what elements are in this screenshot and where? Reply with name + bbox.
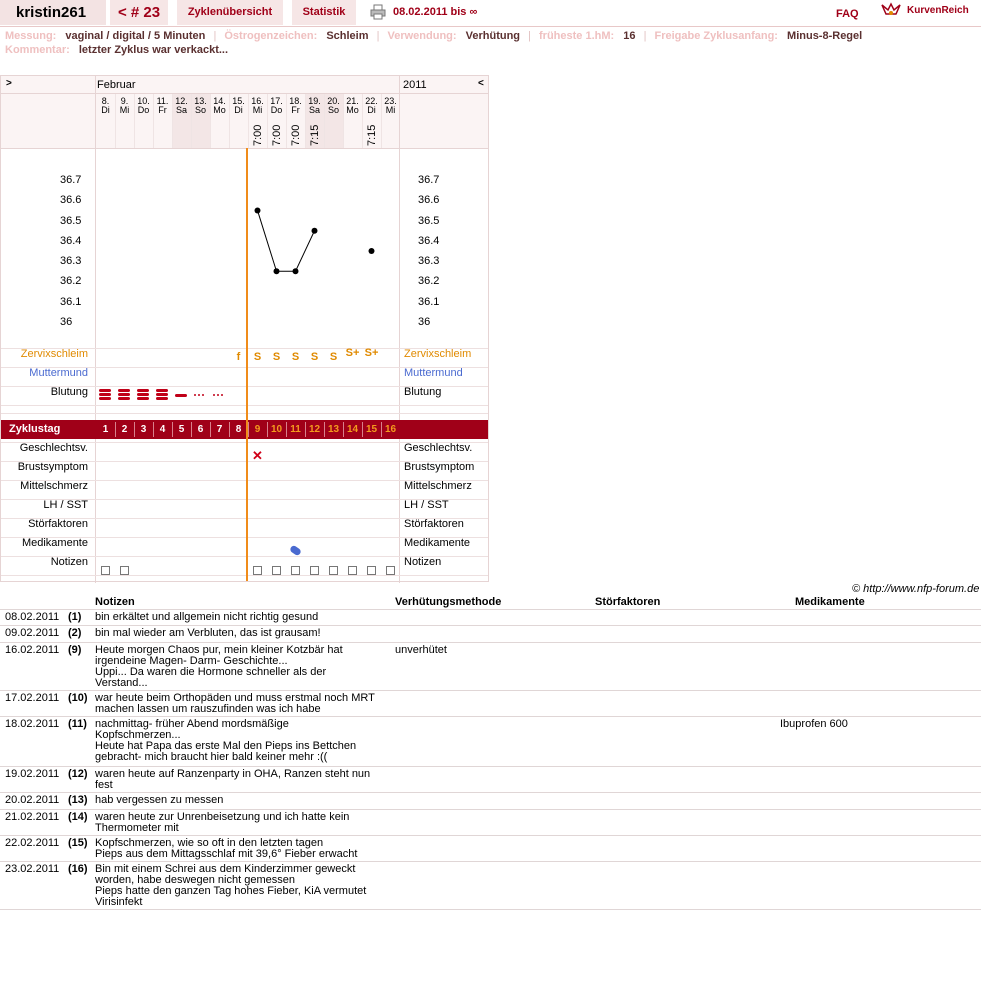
temp-tick-left: 36: [60, 315, 73, 328]
mucus-marker[interactable]: S: [291, 351, 300, 363]
bleeding-light-dot[interactable]: [213, 394, 215, 396]
note-cycle-day: (9): [68, 644, 82, 656]
nav-next-button[interactable]: >: [6, 78, 12, 89]
cycle-day-divider: [343, 422, 344, 437]
measurement-time: 7:00: [290, 124, 302, 146]
cycle-day-divider: [134, 422, 135, 437]
temp-tick-left: 36.3: [60, 255, 82, 268]
mucus-marker[interactable]: S+: [345, 347, 360, 359]
row-label-lh: LH / SST: [43, 499, 88, 511]
note-icon[interactable]: [253, 566, 262, 575]
value-usage: Verhütung: [465, 30, 521, 42]
weekday: Fr: [291, 105, 300, 115]
cycle-day-cell[interactable]: 12: [308, 424, 321, 435]
cycle-day-cell[interactable]: 14: [346, 424, 359, 435]
temp-tick-right: 36.7: [418, 174, 440, 187]
row-label-right-blutung: Blutung: [404, 386, 442, 398]
notes-row: [0, 793, 981, 810]
mucus-marker[interactable]: S: [253, 351, 262, 363]
row-label-stoer: Störfaktoren: [28, 518, 88, 530]
bleeding-light-dot[interactable]: [202, 394, 204, 396]
row-label-zervix: Zervixschleim: [20, 348, 88, 360]
tab-cycle-overview[interactable]: Zyklenübersicht: [177, 0, 283, 25]
note-cycle-day: (13): [68, 794, 88, 806]
bleeding-heavy-marker[interactable]: [99, 389, 111, 392]
row-label-medi: Medikamente: [21, 537, 88, 549]
temp-tick-left: 36.2: [60, 275, 82, 288]
temp-tick-left: 36.6: [60, 194, 82, 207]
row-label-right-muttermund: Muttermund: [404, 367, 463, 379]
note-icon[interactable]: [120, 566, 129, 575]
separator: |: [528, 30, 531, 42]
cycle-chart: [0, 75, 489, 582]
printer-icon[interactable]: [370, 4, 386, 20]
note-icon[interactable]: [272, 566, 281, 575]
cycle-day-divider: [153, 422, 154, 437]
top-divider: [0, 26, 981, 27]
faq-link[interactable]: FAQ: [836, 8, 859, 20]
day-number[interactable]: 18.: [289, 96, 302, 106]
note-date: 08.02.2011: [5, 611, 60, 623]
value-comment: letzter Zyklus war verkackt...: [78, 44, 229, 56]
notes-row: [0, 836, 981, 862]
mucus-marker[interactable]: S+: [364, 347, 379, 359]
weekday: So: [194, 105, 206, 115]
bleeding-heavy-marker[interactable]: [118, 393, 130, 396]
col-header-medication: Medikamente: [795, 596, 865, 608]
weekday: Sa: [175, 105, 187, 115]
day-number[interactable]: 22.: [365, 96, 378, 106]
cycle-day-cell[interactable]: 8: [235, 424, 242, 435]
day-number[interactable]: 11.: [156, 96, 169, 106]
mucus-marker[interactable]: S: [272, 351, 281, 363]
cycle-day-divider: [267, 422, 268, 437]
measurement-time: 7:15: [366, 124, 378, 146]
note-method: unverhütet: [395, 644, 447, 656]
weekday: Do: [270, 105, 283, 115]
note-cycle-day: (16): [68, 863, 88, 875]
cycle-day-cell[interactable]: 3: [140, 424, 147, 435]
bleeding-heavy-marker[interactable]: [118, 397, 130, 400]
note-text: hab vergessen zu messen: [95, 794, 224, 806]
cycle-day-divider: [172, 422, 173, 437]
temp-tick-left: 36.7: [60, 174, 82, 187]
note-date: 19.02.2011: [5, 768, 60, 780]
note-icon[interactable]: [386, 566, 395, 575]
temp-tick-left: 36.5: [60, 214, 82, 227]
bleeding-light-dot[interactable]: [221, 394, 223, 396]
day-number[interactable]: 10.: [137, 96, 150, 106]
cycle-day-divider: [362, 422, 363, 437]
day-number[interactable]: 16.: [251, 96, 264, 106]
row-label-right-lh: LH / SST: [404, 499, 449, 511]
separator: |: [213, 30, 217, 42]
note-cycle-day: (12): [68, 768, 88, 780]
brand-name[interactable]: KurvenReich: [907, 5, 969, 16]
cycle-day-cell[interactable]: 2: [121, 424, 128, 435]
intercourse-marker[interactable]: ✕: [252, 448, 263, 463]
label-release-rule: Freigabe Zyklusanfang:: [654, 30, 778, 42]
notes-row: [0, 626, 981, 643]
weekday: Di: [367, 105, 376, 115]
day-number[interactable]: 19.: [308, 96, 321, 106]
nav-prev-button[interactable]: <: [478, 78, 484, 89]
temp-tick-right: 36.1: [418, 295, 440, 308]
mucus-marker[interactable]: f: [236, 351, 241, 363]
weekday: Mi: [385, 105, 396, 115]
cycle-day-divider: [324, 422, 325, 437]
temp-tick-right: 36.2: [418, 275, 440, 288]
day-number[interactable]: 12.: [175, 96, 188, 106]
cycle-day-cell[interactable]: 9: [254, 424, 261, 435]
note-date: 18.02.2011: [5, 718, 60, 730]
weekday: So: [327, 105, 339, 115]
temp-tick-right: 36.3: [418, 255, 440, 268]
date-range: 08.02.2011 bis ∞: [393, 6, 478, 18]
bleeding-heavy-marker[interactable]: [156, 393, 168, 396]
notes-row: [0, 862, 981, 910]
temp-tick-right: 36.4: [418, 234, 440, 247]
cycle-day-cell[interactable]: 7: [216, 424, 223, 435]
row-line: [1, 575, 488, 576]
value-estrogen: Schleim: [326, 30, 369, 42]
day-number[interactable]: 9.: [120, 96, 129, 106]
notes-row: [0, 609, 981, 626]
row-label-blutung: Blutung: [50, 386, 88, 398]
separator: |: [376, 30, 380, 42]
notes-row: [0, 767, 981, 793]
weekday: Di: [101, 105, 110, 115]
cycle-day-cell[interactable]: 6: [197, 424, 204, 435]
day-number[interactable]: 15.: [232, 96, 245, 106]
bleeding-heavy-marker[interactable]: [137, 389, 149, 392]
day-number[interactable]: 23.: [384, 96, 397, 106]
note-text: bin erkältet und allgemein nicht richtig gesund: [95, 611, 319, 623]
row-label-mittel: Mittelschmerz: [20, 480, 88, 492]
bleeding-heavy-marker[interactable]: [156, 397, 168, 400]
weekday: Fr: [158, 105, 167, 115]
settings-line: [5, 30, 862, 42]
top-bar: [0, 0, 981, 26]
cycle-day-cell[interactable]: 10: [270, 424, 283, 435]
weekday: Sa: [308, 105, 320, 115]
separator: |: [643, 30, 647, 42]
note-medication: Ibuprofen 600: [780, 718, 848, 730]
weekday: Mi: [252, 105, 263, 115]
cycle-day-divider: [248, 422, 249, 437]
label-measurement: Messung:: [5, 30, 57, 42]
temperature-point[interactable]: [255, 207, 261, 213]
label-usage: Verwendung:: [387, 30, 457, 42]
note-icon[interactable]: [310, 566, 319, 575]
row-label-right-gv: Geschlechtsv.: [404, 442, 473, 454]
row-label-right-stoer: Störfaktoren: [404, 518, 464, 530]
row-line: [1, 405, 488, 406]
row-label-right-brust: Brustsymptom: [404, 461, 475, 473]
note-icon[interactable]: [329, 566, 338, 575]
note-cycle-day: (2): [68, 627, 82, 639]
notes-row: [0, 691, 981, 717]
note-text: Kopfschmerzen, wie so oft in den letzten tagen Pieps aus dem Mittagsschlaf mit 39,6° Fieber erwacht: [95, 837, 358, 860]
bleeding-heavy-marker[interactable]: [99, 397, 111, 400]
row-label-muttermund: Muttermund: [29, 367, 88, 379]
col-header-method: Verhütungsmethode: [395, 596, 502, 608]
row-label-gv: Geschlechtsv.: [19, 442, 88, 454]
cycle-day-divider: [381, 422, 382, 437]
note-date: 23.02.2011: [5, 863, 60, 875]
notes-row: [0, 810, 981, 836]
note-text: Heute morgen Chaos pur, mein kleiner Kotzbär hat irgendeine Magen- Darm- Geschichte... Uppi... Da waren die Hormone schneller als der Verstand...: [95, 644, 343, 689]
note-text: waren heute auf Ranzenparty in OHA, Ranzen steht nun fest: [95, 768, 371, 791]
weekday: Mo: [213, 105, 226, 115]
cycle-day-divider: [305, 422, 306, 437]
year-label: 2011: [403, 79, 427, 91]
label-comment: Kommentar:: [5, 44, 70, 56]
tab-statistics[interactable]: Statistik: [292, 0, 356, 25]
temperature-point[interactable]: [293, 268, 299, 274]
row-label-brust: Brustsymptom: [17, 461, 88, 473]
note-icon[interactable]: [348, 566, 357, 575]
day-number[interactable]: 14.: [213, 96, 226, 106]
bleeding-light-dot[interactable]: [194, 394, 196, 396]
note-cycle-day: (14): [68, 811, 88, 823]
bleeding-heavy-marker[interactable]: [99, 393, 111, 396]
weekday: Do: [137, 105, 150, 115]
temperature-point[interactable]: [369, 248, 375, 254]
note-cycle-day: (11): [68, 718, 87, 730]
note-icon[interactable]: [101, 566, 110, 575]
temperature-point[interactable]: [274, 268, 280, 274]
row-label-right-zervix: Zervixschleim: [404, 348, 472, 360]
temp-tick-right: 36.5: [418, 214, 440, 227]
day-number[interactable]: 17.: [270, 96, 283, 106]
cycle-day-divider: [191, 422, 192, 437]
username[interactable]: kristin261: [0, 0, 106, 25]
bleeding-medium-marker[interactable]: [175, 394, 187, 397]
cycle-start-line: [246, 148, 248, 581]
crown-logo-icon[interactable]: [880, 1, 902, 19]
measurement-time: 7:15: [309, 124, 321, 146]
note-text: war heute beim Orthopäden und muss erstmal noch MRT machen lassen um rauszufinden was ich habe: [95, 692, 375, 715]
value-earliest-hm: 16: [623, 30, 636, 42]
note-date: 16.02.2011: [5, 644, 60, 656]
cycle-day-divider: [210, 422, 211, 437]
day-number[interactable]: 21.: [346, 96, 359, 106]
note-date: 22.02.2011: [5, 837, 60, 849]
temp-tick-right: 36: [418, 315, 431, 328]
value-release-rule: Minus-8-Regel: [787, 30, 863, 42]
weekday: Di: [234, 105, 243, 115]
note-date: 21.02.2011: [5, 811, 60, 823]
note-date: 09.02.2011: [5, 627, 60, 639]
temperature-line: [258, 210, 315, 271]
temp-tick-right: 36.6: [418, 194, 440, 207]
bleeding-heavy-marker[interactable]: [137, 393, 149, 396]
bleeding-heavy-marker[interactable]: [118, 389, 130, 392]
copyright-link[interactable]: © http://www.nfp-forum.de: [852, 583, 980, 595]
note-cycle-day: (10): [68, 692, 88, 704]
cycle-day-label: Zyklustag: [9, 423, 61, 435]
mucus-marker[interactable]: S: [329, 351, 338, 363]
label-earliest-hm: früheste 1.hM:: [539, 30, 615, 42]
note-icon[interactable]: [291, 566, 300, 575]
weekday: Mi: [119, 105, 130, 115]
mucus-marker[interactable]: S: [310, 351, 319, 363]
bleeding-heavy-marker[interactable]: [137, 397, 149, 400]
month-label: Februar: [97, 79, 136, 91]
cycle-day-divider: [229, 422, 230, 437]
row-line: [1, 413, 488, 414]
col-header-notes: Notizen: [95, 596, 135, 608]
note-text: nachmittag- früher Abend mordsmäßige Kopfschmerzen... Heute hat Papa das erste Mal den Pieps ins Bettchen gebracht- mich braucht hier bald keiner mehr :((: [95, 718, 357, 763]
spacer: [1, 506, 2, 507]
row-label-right-mittel: Mittelschmerz: [404, 480, 472, 492]
cycle-day-cell[interactable]: 11: [290, 424, 301, 435]
row-label-right-medi: Medikamente: [404, 537, 471, 549]
value-measurement: vaginal / digital / 5 Minuten: [65, 30, 206, 42]
row-label-notizen: Notizen: [50, 556, 88, 568]
note-cycle-day: (1): [68, 611, 82, 623]
note-date: 17.02.2011: [5, 692, 60, 704]
note-text: waren heute zur Unrenbeisetzung und ich hatte kein Thermometer mit: [95, 811, 350, 834]
cycle-day-cell[interactable]: 1: [102, 424, 109, 435]
row-label-right-notizen: Notizen: [404, 556, 442, 568]
bleeding-light-dot[interactable]: [198, 394, 200, 396]
measurement-time: 7:00: [252, 124, 264, 146]
notes-row: [0, 717, 981, 767]
comment-line: [5, 44, 228, 56]
temperature-point[interactable]: [312, 228, 318, 234]
col-header-disturbances: Störfaktoren: [595, 596, 661, 608]
cycle-day-divider: [286, 422, 287, 437]
day-number[interactable]: 13.: [194, 96, 207, 106]
weekday: Mo: [346, 105, 359, 115]
notes-row: [0, 643, 981, 691]
note-date: 20.02.2011: [5, 794, 60, 806]
note-icon[interactable]: [367, 566, 376, 575]
day-number[interactable]: 8.: [101, 96, 110, 106]
temp-tick-left: 36.1: [60, 295, 82, 308]
cycle-day-cell[interactable]: 4: [159, 424, 166, 435]
measurement-time: 7:00: [271, 124, 283, 146]
bleeding-heavy-marker[interactable]: [156, 389, 168, 392]
cycle-day-cell[interactable]: 13: [327, 424, 340, 435]
note-text: Bin mit einem Schrei aus dem Kinderzimmer geweckt worden, habe deswegen nicht gemessen Pieps hatte den ganzen Tag hohes Fieber, KiA vermutet Virisinfekt: [95, 863, 367, 908]
cycle-day-cell[interactable]: 5: [178, 424, 185, 435]
label-estrogen: Östrogenzeichen:: [224, 30, 318, 42]
cycle-day-cell[interactable]: 15: [365, 424, 378, 435]
cycle-day-divider: [115, 422, 116, 437]
bleeding-light-dot[interactable]: [217, 394, 219, 396]
note-cycle-day: (15): [68, 837, 88, 849]
note-text: bin mal wieder am Verbluten, das ist grausam!: [95, 627, 321, 639]
cycle-number-button[interactable]: < # 23: [110, 0, 168, 25]
day-number[interactable]: 20.: [327, 96, 340, 106]
temp-tick-left: 36.4: [60, 234, 82, 247]
cycle-day-cell[interactable]: 16: [384, 424, 397, 435]
